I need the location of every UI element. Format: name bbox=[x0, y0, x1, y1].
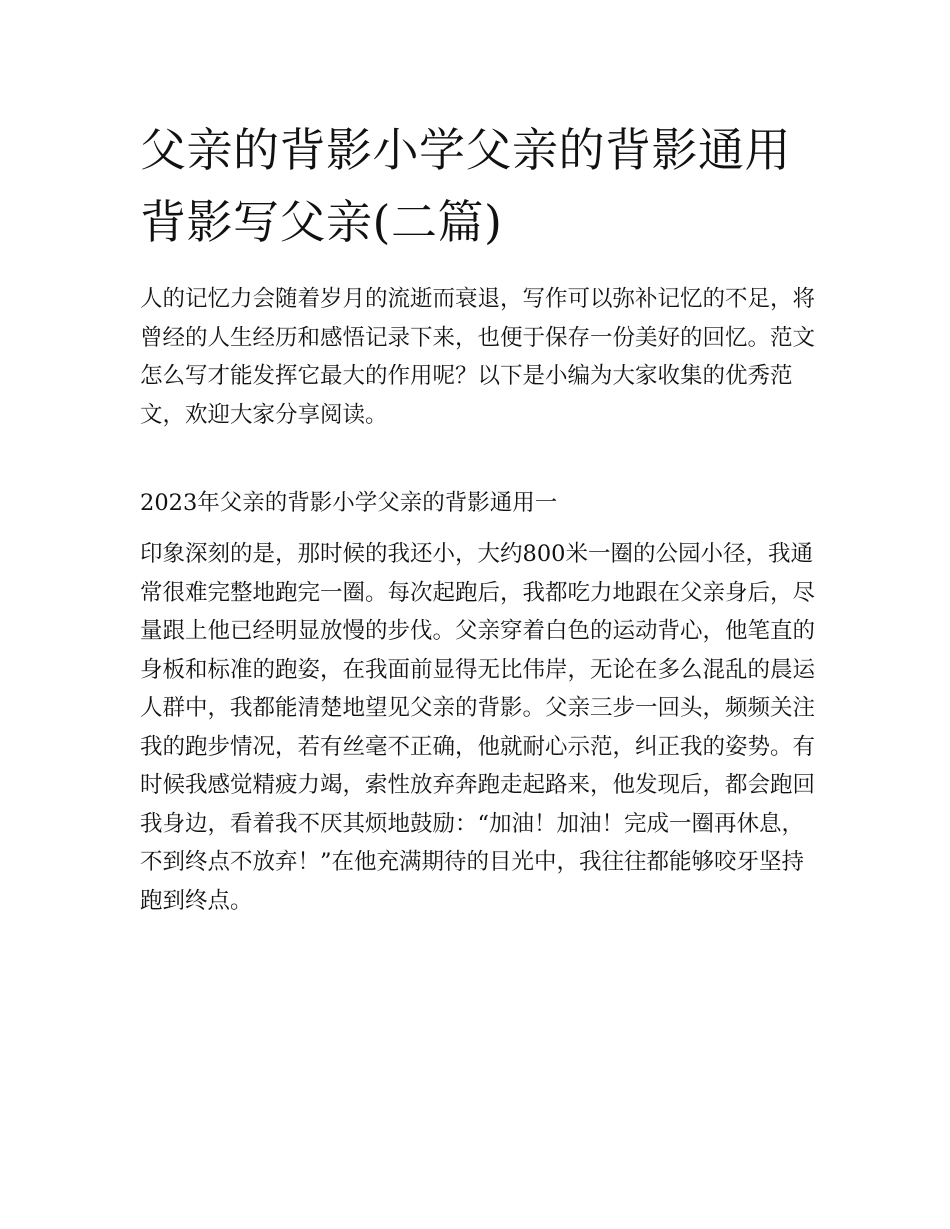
section-heading: 2023年父亲的背影小学父亲的背影通用一 bbox=[140, 490, 558, 516]
document-title: 父亲的背影小学父亲的背影通用 背影写父亲(二篇) bbox=[140, 123, 791, 249]
story-paragraph: 印象深刻的是，那时候的我还小，大约800米一圈的公园小径，我通常很难完整地跑完一圈。每次起跑后，我都吃力地跟在父亲身后，尽量跟上他已经明显放慢的步伐。父亲穿着白色的运动背心，他笔直的身板和标准的跑姿，在我面前显得无比伟岸，无论在多么混乱的晨运人群中，我都能清楚地望见父亲的背影。父亲三步一回头，频频关注我的跑步情况，若有丝毫不正确，他就耐心示范，纠正我的姿势。有时候我感觉精疲力竭，索性放弃奔跑走起路来，他发现后，都会跑回我身边，看着我不厌其烦地鼓励：“加油！加油！完成一圈再休息，不到终点不放弃！”在他充满期待的目光中，我往往都能够咬牙坚持跑到终点。 bbox=[140, 541, 816, 914]
intro-paragraph: 人的记忆力会随着岁月的流逝而衰退，写作可以弥补记忆的不足，将曾经的人生经历和感悟记录下来，也便于保存一份美好的回忆。范文怎么写才能发挥它最大的作用呢？以下是小编为大家收集的优秀范文，欢迎大家分享阅读。 bbox=[140, 286, 816, 428]
